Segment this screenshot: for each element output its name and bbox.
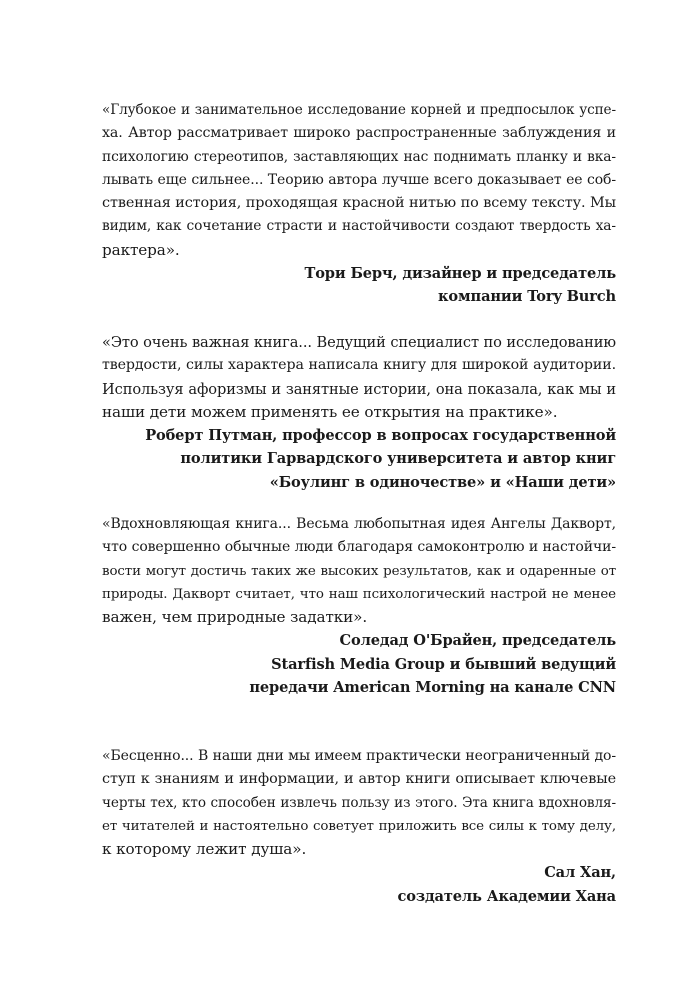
author-line: «Боулинг в одиночестве» и «Наши дети» <box>269 473 616 491</box>
quote-line: ет читателей и настоятельно советует приложить все силы к тому делу, <box>102 818 616 834</box>
author-line: Роберт Путман, профессор в вопросах государственной <box>145 427 616 445</box>
testimonial-author <box>102 861 616 908</box>
testimonial-quote <box>102 99 616 262</box>
testimonial-quote <box>102 745 616 861</box>
quote-line: ха. Автор рассматривает широко распространенные заблуждения и <box>102 125 616 142</box>
quote-line: ступ к знаниям и информации, и автор книги описывает ключевые <box>102 771 616 788</box>
testimonial-3 <box>102 513 616 699</box>
author-line: передачи American Morning на канале CNN <box>249 679 616 697</box>
author-line: Тори Берч, дизайнер и председатель <box>304 265 616 283</box>
quote-line: твердости, силы характера написала книгу для широкой аудитории. <box>102 357 616 374</box>
testimonial-author <box>102 262 616 309</box>
quote-line: к которому лежит душа». <box>102 840 307 859</box>
testimonial-quote <box>102 513 616 629</box>
quote-line: «Это очень важная книга... Ведущий специалист по исследованию <box>102 334 616 351</box>
quote-line: наши дети можем применять ее открытия на практике». <box>102 402 558 421</box>
quote-line: «Глубокое и занимательное исследование корней и предпосылок успе- <box>102 102 616 118</box>
quote-line: «Вдохновляющая книга... Весьма любопытная идея Ангелы Дакворт, <box>102 516 616 532</box>
testimonial-author <box>102 424 616 494</box>
quote-line: лывать еще сильнее... Теорию автора лучше всего доказывает ее соб- <box>102 171 616 188</box>
quote-line: ственная история, проходящая красной нитью по всему тексту. Мы <box>102 195 616 212</box>
quote-line: видим, как сочетание страсти и настойчивости создают твердость ха- <box>102 218 616 235</box>
author-line: Сал Хан, <box>544 864 616 882</box>
quote-line: Используя афоризмы и занятные истории, она показала, как мы и <box>102 380 616 398</box>
author-line: Соледад О'Брайен, председатель <box>339 632 616 650</box>
testimonial-quote <box>102 331 616 424</box>
quote-line: природы. Дакворт считает, что наш психологический настрой не менее <box>102 586 616 602</box>
quote-line: вости могут достичь таких же высоких результатов, как и одаренные от <box>102 563 616 579</box>
quote-line: психологию стереотипов, заставляющих нас поднимать планку и вка- <box>102 148 616 165</box>
author-line: Starfish Media Group и бывший ведущий <box>271 655 616 673</box>
author-line: компании Tory Burch <box>438 288 616 306</box>
testimonial-1 <box>102 99 616 309</box>
quote-line: черты тех, кто способен извлечь пользу из этого. Эта книга вдохновля- <box>102 794 616 811</box>
quote-line: рактера». <box>102 240 180 259</box>
quote-line: важен, чем природные задатки». <box>102 608 368 627</box>
quote-line: «Бесценно... В наши дни мы имеем практически неограниченный до- <box>102 748 616 764</box>
testimonial-4 <box>102 745 616 908</box>
author-line: создатель Академии Хана <box>397 887 616 905</box>
testimonial-author <box>102 629 616 699</box>
author-line: политики Гарвардского университета и автор книг <box>180 450 616 468</box>
quote-line: что совершенно обычные люди благодаря самоконтролю и настойчи- <box>102 539 616 556</box>
testimonial-2 <box>102 331 616 494</box>
